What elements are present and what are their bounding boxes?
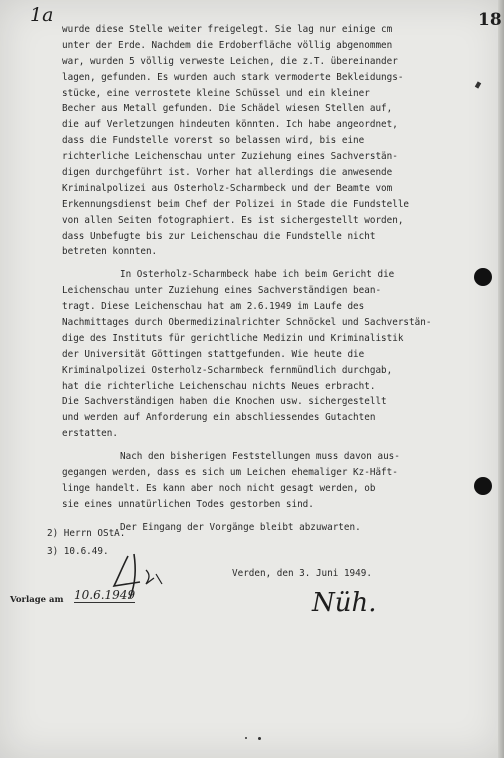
ink-speck (258, 737, 261, 740)
text-line: war, wurden 5 völlig verweste Leichen, die z.T. übereinander (62, 55, 398, 67)
text-line: Kriminalpolizei aus Osterholz-Scharmbeck und der Beamte vom (62, 182, 393, 194)
vorlage-stamp-label: Vorlage am (10, 595, 64, 605)
text-line: stücke, eine verrostete kleine Schüssel und ein kleiner (62, 87, 370, 99)
text-line: und werden auf Anforderung ein abschliessendes Gutachten (62, 412, 376, 424)
text-line: gegangen werden, dass es sich um Leichen ehemaliger Kz-Häft- (62, 467, 398, 479)
typed-letter-body (62, 22, 482, 536)
text-line: Leichenschau unter Zuziehung eines Sachverständigen bean- (62, 285, 382, 297)
paragraph-gap (62, 513, 482, 520)
text-line: erstatten. (62, 428, 118, 440)
handwritten-signature: Nüh. (312, 588, 377, 618)
text-line: Der Eingang der Vorgänge bleibt abzuwarten. (120, 521, 361, 533)
place-date-line: Verden, den 3. Juni 1949. (232, 568, 372, 579)
text-line: wurde diese Stelle weiter freigelegt. Sie lag nur einige cm (62, 24, 393, 35)
vorlage-handwritten-date: 10.6.1949 (74, 588, 136, 602)
text-line: Nach den bisherigen Feststellungen muss davon aus- (120, 451, 400, 463)
punch-hole-bottom (474, 477, 492, 495)
text-line: dass Unbefugte bis zur Leichenschau die Fundstelle nicht (62, 230, 376, 242)
text-line: Becher aus Metall gefunden. Die Schädel wiesen Stellen auf, (62, 103, 393, 115)
paragraph-gap (62, 260, 482, 267)
ink-speck (245, 737, 247, 739)
handwritten-page-number: 18 (478, 10, 502, 30)
text-line: unter der Erde. Nachdem die Erdoberfläche völlig abgenommen (62, 39, 393, 51)
text-line: von allen Seiten fotographiert. Es ist sichergestellt worden, (62, 214, 404, 226)
text-line: tragt. Diese Leichenschau hat am 2.6.1949 im Laufe des (62, 301, 365, 313)
text-line: Nachmittages durch Obermedizinalrichter Schnöckel und Sachverstän- (62, 317, 432, 329)
text-line: digen durchgeführt ist. Vorher hat allerdings die anwesende (62, 167, 393, 179)
handwritten-corner-mark: 1a (30, 4, 54, 26)
footer-distribution-line: 2) Herrn OStA. (47, 528, 126, 539)
page-edge-shadow (498, 0, 504, 758)
paragraph-gap (62, 442, 482, 449)
text-line: die auf Verletzungen hindeuten könnten. Ich habe angeordnet, (62, 119, 398, 131)
text-line: betreten konnten. (62, 246, 158, 258)
text-line: Kriminalpolizei Osterholz-Scharmbeck fernmündlich durchgab, (62, 364, 393, 376)
text-line: In Osterholz-Scharmbeck habe ich beim Gericht die (120, 269, 395, 281)
text-line: dige des Instituts für gerichtliche Medizin und Kriminalistik (62, 332, 404, 344)
text-line: Erkennungsdienst beim Chef der Polizei in Stade die Fundstelle (62, 198, 410, 210)
text-line: Die Sachverständigen haben die Knochen usw. sichergestellt (62, 396, 387, 408)
text-line: richterliche Leichenschau unter Zuziehung eines Sachverstän- (62, 151, 398, 163)
text-line: hat die richterliche Leichenschau nichts Neues erbracht. (62, 380, 376, 392)
punch-hole-top (474, 268, 492, 286)
text-line: sie eines unnatürlichen Todes gestorben sind. (62, 498, 314, 510)
footer-date-line: 3) 10.6.49. (47, 546, 109, 557)
text-line: lagen, gefunden. Es wurden auch stark vermoderte Bekleidungs- (62, 71, 404, 83)
text-line: dass die Fundstelle vorerst so belassen wird, bis eine (62, 135, 365, 147)
text-line: der Universität Göttingen stattgefunden. Wie heute die (62, 348, 365, 360)
text-line: linge handelt. Es kann aber noch nicht gesagt werden, ob (62, 482, 376, 494)
